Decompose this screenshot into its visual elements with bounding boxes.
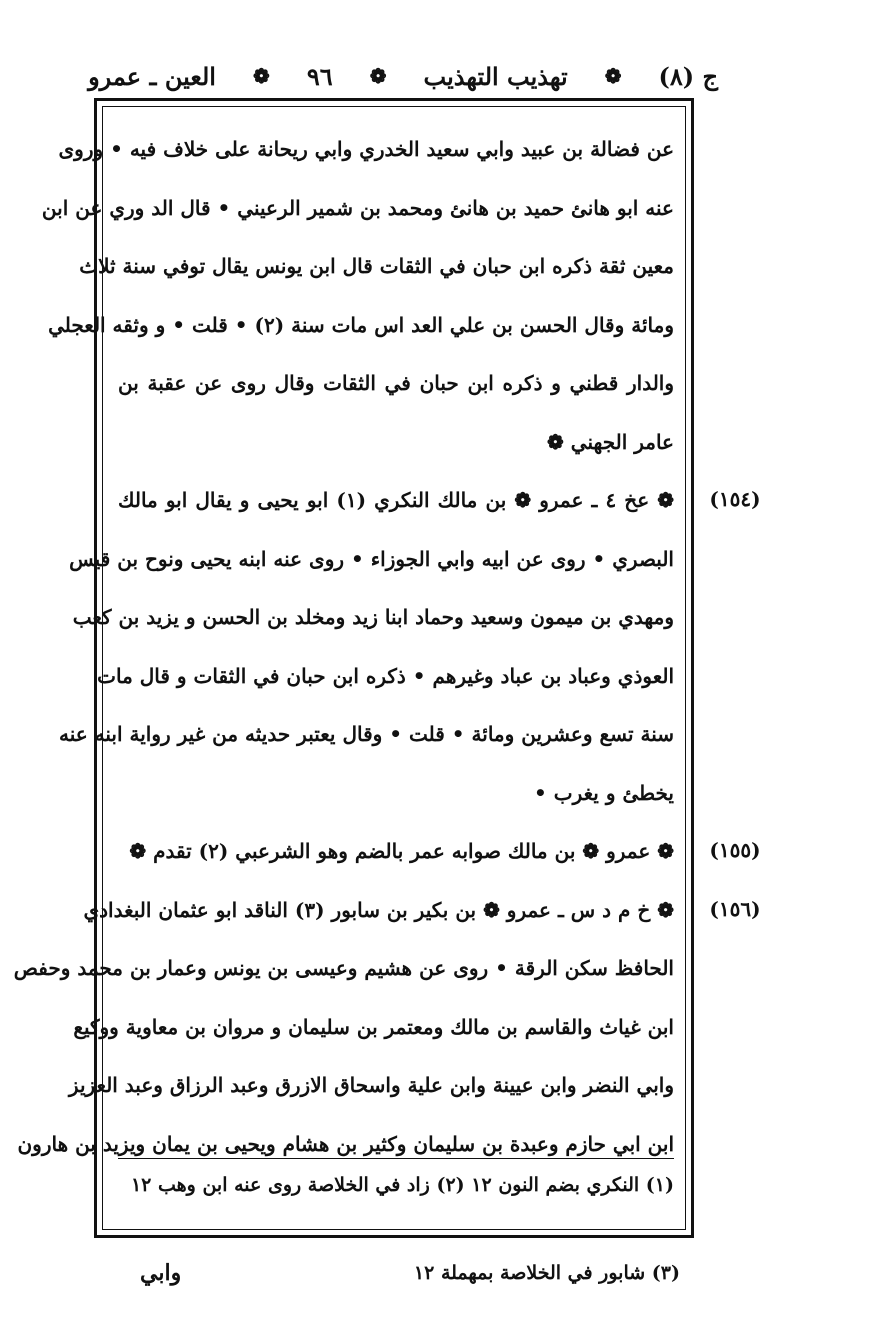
entry-number: (١٥٥) — [709, 838, 761, 862]
text-line: ابن ابي حازم وعبدة بن سليمان وكثير بن هشام ويحيى بن يمان ويزيد بن هارون — [17, 1131, 674, 1156]
text-line: ابن غياث والقاسم بن مالك ومعتمر بن سليمان و مروان بن معاوية ووكيع — [73, 1014, 674, 1039]
text-line: ❁ عخ ٤ ـ عمرو ❁ بن مالك النكري (١) ابو يحيى و يقال ابو مالك — [118, 488, 674, 512]
text-line: ❁ خ م د س ـ عمرو ❁ بن بكير بن سابور (٣) الناقد ابو عثمان البغدادي — [83, 897, 674, 922]
text-line: وابي النضر وابن عيينة وابن علية واسحاق الازرق وعبد الرزاق وعبد العزيز — [68, 1073, 674, 1097]
catchword: وابي — [140, 1260, 182, 1286]
text-line: سنة تسع وعشرين ومائة • قلت • وقال يعتبر حديثه من غير رواية ابنه عنه — [59, 722, 674, 746]
header-ornament: ❁ — [604, 64, 622, 88]
entry-number: (١٥٦) — [709, 896, 761, 921]
text-line: معين ثقة ذكره ابن حبان في الثقات قال ابن يونس يقال توفي سنة ثلاث — [79, 254, 674, 278]
text-line: يخطئ و يغرب • — [534, 780, 674, 805]
running-header — [88, 52, 718, 100]
text-line: الحافظ سكن الرقة • روى عن هشيم وعيسى بن يونس وعمار بن محمد وحفص — [13, 956, 674, 980]
footnote-inner: (١) النكري بضم النون ١٢ (٢) زاد في الخلاصة روى عنه ابن وهب ١٢ — [130, 1174, 674, 1196]
header-ornament: ❁ — [253, 64, 270, 88]
text-line: ومائة وقال الحسن بن علي العد اس مات سنة (٢) • قلت • و وثقه العجلي — [48, 312, 674, 337]
text-line: البصري • روى عن ابيه وابي الجوزاء • روى عنه ابنه يحيى ونوح بن قيس — [69, 546, 674, 571]
header-ornament: ❁ — [369, 64, 387, 88]
text-line: ومهدي بن ميمون وسعيد وحماد ابنا زيد ومخلد بن الحسن و يزيد بن كعب — [72, 605, 674, 629]
footnote-rule — [118, 1158, 674, 1159]
text-line: ❁ عمرو ❁ بن مالك صوابه عمر بالضم وهو الشرعبي (٢) تقدم ❁ — [129, 839, 674, 863]
text-line: والدار قطني و ذكره ابن حبان في الثقات وقال روى عن عقبة بن — [118, 371, 674, 395]
text-line: العوذي وعباد بن عباد وغيرهم • ذكره ابن حبان في الثقات و قال مات — [97, 663, 674, 688]
text-line: عامر الجهني ❁ — [547, 429, 674, 454]
header-part: ج (٨) — [658, 61, 718, 91]
footnote-outer: (٣) شابور في الخلاصة بمهملة ١٢ — [413, 1262, 680, 1284]
text-line: عنه ابو هانئ حميد بن هانئ ومحمد بن شمير الرعيني • قال الد وري عن ابن — [41, 195, 674, 220]
header-title: تهذيب التهذيب — [423, 61, 568, 91]
text-line: عن فضالة بن عبيد وابي سعيد الخدري وابي ريحانة على خلاف فيه • وروى — [58, 137, 674, 161]
main-text — [13, 120, 674, 1173]
header-section: العين ـ عمرو — [88, 61, 216, 91]
header-page-number: ٩٦ — [306, 61, 333, 91]
entry-number: (١٥٤) — [709, 487, 761, 511]
